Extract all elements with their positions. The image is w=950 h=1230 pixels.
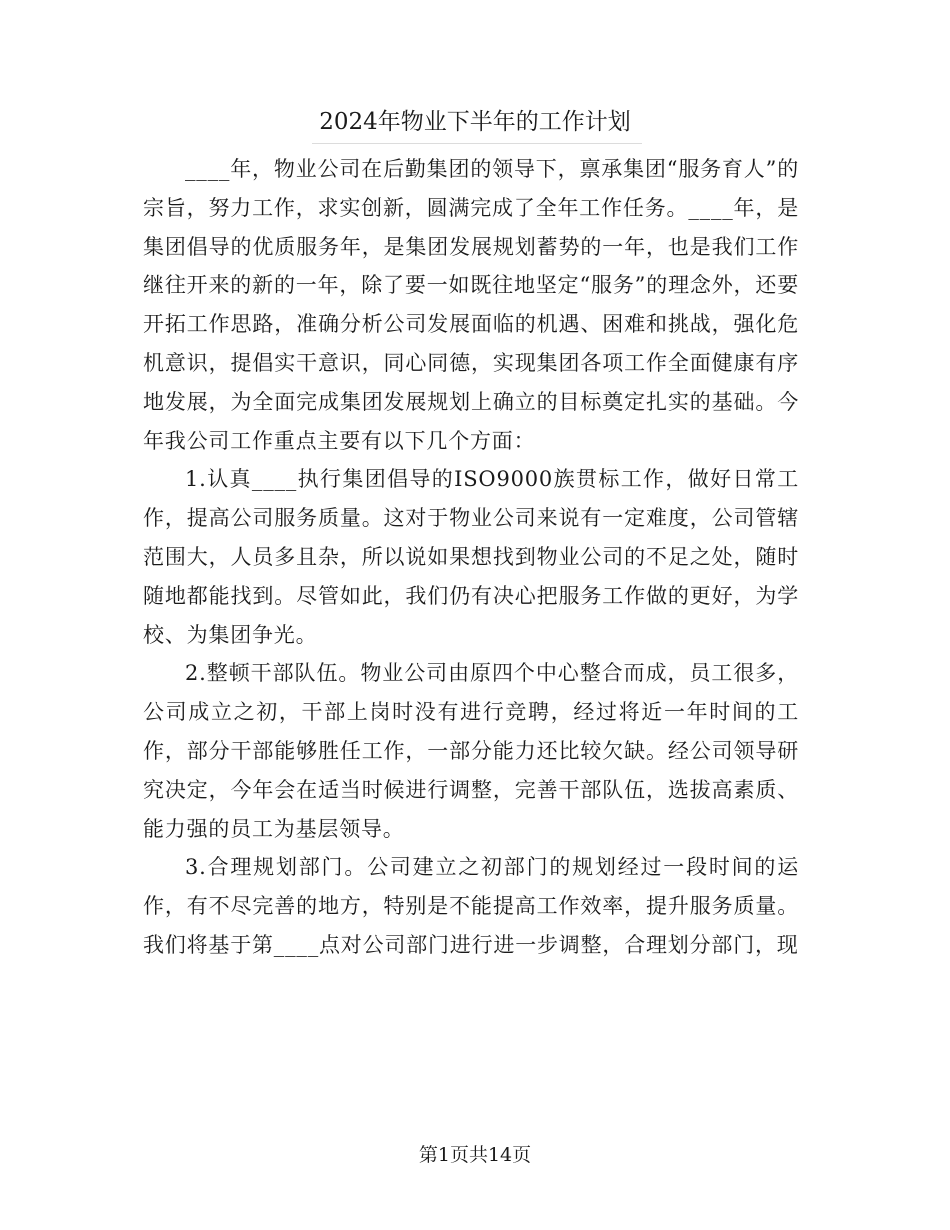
document-body bbox=[143, 150, 799, 965]
page-number: 第1页共14页 bbox=[418, 1144, 532, 1166]
paragraph-intro: ____年，物业公司在后勤集团的领导下，禀承集团“服务育人”的宗旨，努力工作，求实创新，圆满完成了全年工作任务。____年，是集团倡导的优质服务年，是集团发展规划蓄势的一年，也是我们工作继往开来的新的一年，除了要一如既往地坚定“服务”的理念外，还要开拓工作思路，准确分析公司发展面临的机遇、困难和挑战，强化危机意识，提倡实干意识，同心同德，实现集团各项工作全面健康有序地发展，为全面完成集团发展规划上确立的目标奠定扎实的基础。今年我公司工作重点主要有以下几个方面： bbox=[143, 157, 799, 453]
document-title: 2024年物业下半年的工作计划 bbox=[319, 109, 631, 135]
paragraph-item-2: 2.整顿干部队伍。物业公司由原四个中心整合而成，员工很多，公司成立之初，干部上岗时没有进行竞聘，经过将近一年时间的工作，部分干部能够胜任工作，一部分能力还比较欠缺。经公司领导研究决定，今年会在适当时候进行调整，完善干部队伍，选拔高素质、能力强的员工为基层领导。 bbox=[143, 661, 799, 841]
paragraph-item-3: 3.合理规划部门。公司建立之初部门的规划经过一段时间的运作，有不尽完善的地方，特别是不能提高工作效率，提升服务质量。我们将基于第____点对公司部门进行进一步调整，合理划分部门，现 bbox=[143, 855, 799, 957]
title-divider bbox=[312, 143, 642, 144]
paragraph-item-1: 1.认真____执行集团倡导的ISO9000族贯标工作，做好日常工作，提高公司服务质量。这对于物业公司来说有一定难度，公司管辖范围大，人员多且杂，所以说如果想找到物业公司的不足之处，随时随地都能找到。尽管如此，我们仍有决心把服务工作做的更好，为学校、为集团争光。 bbox=[143, 467, 799, 647]
